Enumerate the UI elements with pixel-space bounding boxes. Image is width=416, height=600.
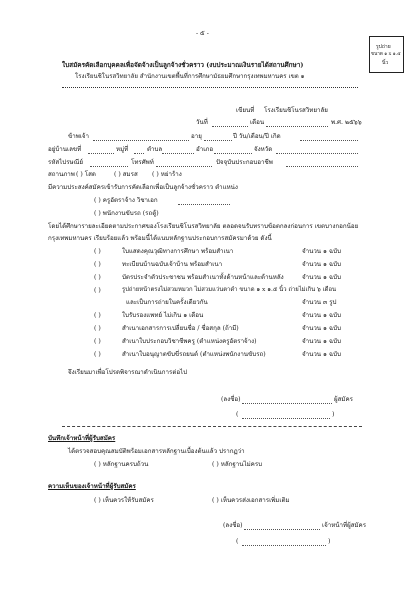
doc-check-3[interactable]: ( ) <box>94 274 101 281</box>
docs-incomplete-checkbox[interactable]: ( ) หลักฐานไม่ครบ <box>212 461 263 468</box>
officer-signature-field[interactable] <box>244 529 320 530</box>
marital-married-checkbox[interactable]: ( ) สมรส <box>114 171 138 178</box>
opinion-heading: ความเห็นของเจ้าหน้าที่ผู้รับสมัคร <box>48 483 136 490</box>
doc-text-4: รูปถ่ายหน้าตรงไม่สวมหมวก ไม่สวมแว่นตาดำ ขนาด ๑ x ๑.๕ นิ้ว ถ่ายไม่เกิน ๖ เดือน <box>122 287 337 293</box>
section-divider <box>62 426 362 427</box>
docs-complete-checkbox[interactable]: ( ) หลักฐานครบถ้วน <box>94 461 149 468</box>
tambon-label: ตำบล <box>147 146 163 153</box>
doc-text-1: ใบแสดงคุณวุฒิทางการศึกษา พร้อมสำเนา <box>122 248 234 255</box>
written-at-value: โรงเรียนชิโนรสวิทยาลัย <box>264 107 328 114</box>
doc-qty-5: จำนวน ๑ ฉบับ <box>302 312 341 319</box>
doc-qty-4: จำนวน ๓ รูป <box>302 299 337 306</box>
applicant-sign-paren-close: ) <box>332 411 335 418</box>
applicant-sign-label: (ลงชื่อ) <box>221 396 241 403</box>
officer-sign-paren-close: ) <box>328 538 331 545</box>
age-field[interactable] <box>204 140 232 141</box>
doc-qty-6: จำนวน ๑ ฉบับ <box>302 325 341 332</box>
address-label: อยู่บ้านเลขที่ <box>48 146 82 153</box>
date-day-field[interactable] <box>212 126 248 127</box>
officer-printed-name-field[interactable] <box>242 545 326 546</box>
doc-qty-8: จำนวน ๑ ฉบับ <box>302 351 341 358</box>
marital-divorced-checkbox[interactable]: ( ) หย่าร้าง <box>152 171 182 178</box>
amphoe-label: อำเภอ <box>196 146 214 153</box>
doc-check-4[interactable]: ( ) <box>94 287 101 294</box>
page-number: - ๕ - <box>196 30 209 37</box>
opinion-accept-checkbox[interactable]: ( ) เห็นควรให้รับสมัคร <box>94 497 154 504</box>
applicant-sign-paren-open: ( <box>236 411 239 418</box>
photo-box-line3: นิ้ว <box>382 60 389 66</box>
applicant-printed-name-field[interactable] <box>242 418 330 419</box>
doc-text-3: บัตรประจำตัวประชาชน พร้อมสำเนาทั้งด้านหน้าและด้านหลัง <box>122 274 284 281</box>
doc-check-6[interactable]: ( ) <box>94 325 101 332</box>
postcode-label: รหัสไปรษณีย์ <box>48 159 83 166</box>
house-number-field[interactable] <box>88 153 114 154</box>
moo-field[interactable] <box>134 153 144 154</box>
officer-text: ได้ตรวจสอบคุณสมบัติพร้อมเอกสารหลักฐานเบื้องต้นแล้ว ปรากฏว่า <box>68 448 245 455</box>
photo-box-line2: ขนาด ๑ x ๑.๕ <box>371 52 401 57</box>
doc-qty-1: จำนวน ๑ ฉบับ <box>302 248 341 255</box>
closing-text: จึงเรียนมาเพื่อโปรดพิจารณาดำเนินการต่อไป <box>68 369 188 376</box>
phone-field[interactable] <box>156 166 212 167</box>
doc-check-2[interactable]: ( ) <box>94 261 101 268</box>
applicant-signature-field[interactable] <box>242 403 332 404</box>
doc-qty-3: จำนวน ๑ ฉบับ <box>302 274 341 281</box>
opinion-more-docs-checkbox[interactable]: ( ) เห็นควรส่งเอกสารเพิ่มเติม <box>212 497 290 504</box>
docs-intro-line2: กรุงเทพมหานคร เรียบร้อยแล้ว พร้อมนี้ได้แนบหลักฐานประกอบการสมัครมาด้วย ดังนี้ <box>48 235 272 242</box>
occupation-field[interactable] <box>286 166 358 167</box>
officer-heading: บันทึกเจ้าหน้าที่ผู้รับสมัคร <box>48 435 116 442</box>
doc-check-7[interactable]: ( ) <box>94 338 101 345</box>
docs-intro-line1: โดยได้ศึกษารายละเอียดตามประกาศของโรงเรียนชิโนรสวิทยาลัย ตลอดจนรับทราบข้อตกลงก่อนการ เขตบางกอกน้อย <box>48 223 359 230</box>
photo-box-line1: รูปถ่าย <box>376 44 391 50</box>
doc-text-7: สำเนาใบประกอบวิชาชีพครู (ตำแหน่งครูอัตราจ้าง) <box>122 338 257 345</box>
applicant-label: ข้าพเจ้า <box>68 133 89 140</box>
tambon-field[interactable] <box>162 153 194 154</box>
date-month-field[interactable] <box>266 126 328 127</box>
officer-sign-paren-open: ( <box>236 538 239 545</box>
date-day-label: วันที่ <box>196 119 208 126</box>
born-label: ปี วัน/เดือน/ปี เกิด <box>233 133 281 140</box>
form-title: ใบสมัครคัดเลือกบุคคลเพื่อจัดจ้างเป็นลูกจ้างชั่วคราว (งบประมาณเงินรายได้สถานศึกษา) <box>62 61 304 69</box>
doc-text-4-cont: และเป็นการถ่ายในครั้งเดียวกัน <box>126 299 208 306</box>
birthdate-field[interactable] <box>300 140 358 141</box>
province-label: จังหวัด <box>254 146 273 153</box>
officer-sign-label: (ลงชื่อ) <box>223 522 243 529</box>
position-teacher-checkbox[interactable]: ( ) ครูอัตราจ้าง วิชาเอก <box>94 197 158 204</box>
title-rule <box>62 87 358 88</box>
moo-label: หมู่ที่ <box>116 146 129 153</box>
doc-text-6: สำเนาเอกสารการเปลี่ยนชื่อ / ชื่อสกุล (ถ้ามี) <box>122 325 239 332</box>
doc-check-1[interactable]: ( ) <box>94 248 101 255</box>
written-at-label: เขียนที่ <box>236 107 255 114</box>
doc-qty-7: จำนวน ๑ ฉบับ <box>302 338 341 345</box>
doc-text-8: สำเนาใบอนุญาตขับขี่รถยนต์ (ตำแหน่งพนักงานขับรถ) <box>122 351 266 358</box>
position-driver-checkbox[interactable]: ( ) พนักงานขับรถ (รถตู้) <box>94 210 159 217</box>
doc-check-5[interactable]: ( ) <box>94 312 101 319</box>
amphoe-field[interactable] <box>214 153 252 154</box>
province-field[interactable] <box>276 153 358 154</box>
doc-qty-2: จำนวน ๑ ฉบับ <box>302 261 341 268</box>
date-year-value: ๒๕๖๖ <box>345 119 362 126</box>
date-year-prefix: พ.ศ. <box>331 119 343 126</box>
applicant-name-field[interactable] <box>93 140 189 141</box>
doc-text-5: ใบรับรองแพทย์ ไม่เกิน ๑ เดือน <box>122 312 204 319</box>
form-subtitle: โรงเรียนชิโนรสวิทยาลัย สำนักงานเขตพื้นที่การศึกษามัธยมศึกษากรุงเทพมหานคร เขต ๑ <box>75 73 305 80</box>
age-label: อายุ <box>191 133 202 140</box>
applicant-sign-role: ผู้สมัคร <box>334 396 353 403</box>
marital-label: สถานภาพ <box>48 171 75 178</box>
date-month-label: เดือน <box>250 119 265 126</box>
occupation-label: ปัจจุบันประกอบอาชีพ <box>216 159 273 166</box>
phone-label: โทรศัพท์ <box>131 159 154 166</box>
postcode-field[interactable] <box>90 166 128 167</box>
marital-single-checkbox[interactable]: ( ) โสด <box>76 171 96 178</box>
officer-sign-role: เจ้าหน้าที่ผู้สมัคร <box>322 522 367 529</box>
teacher-major-field[interactable] <box>178 204 230 205</box>
doc-check-8[interactable]: ( ) <box>94 351 101 358</box>
intent-text: มีความประสงค์สมัครเข้ารับการคัดเลือกเพื่อเป็นลูกจ้างชั่วคราว ตำแหน่ง <box>48 184 238 191</box>
doc-text-2: ทะเบียนบ้านฉบับเจ้าบ้าน พร้อมสำเนา <box>122 261 223 268</box>
